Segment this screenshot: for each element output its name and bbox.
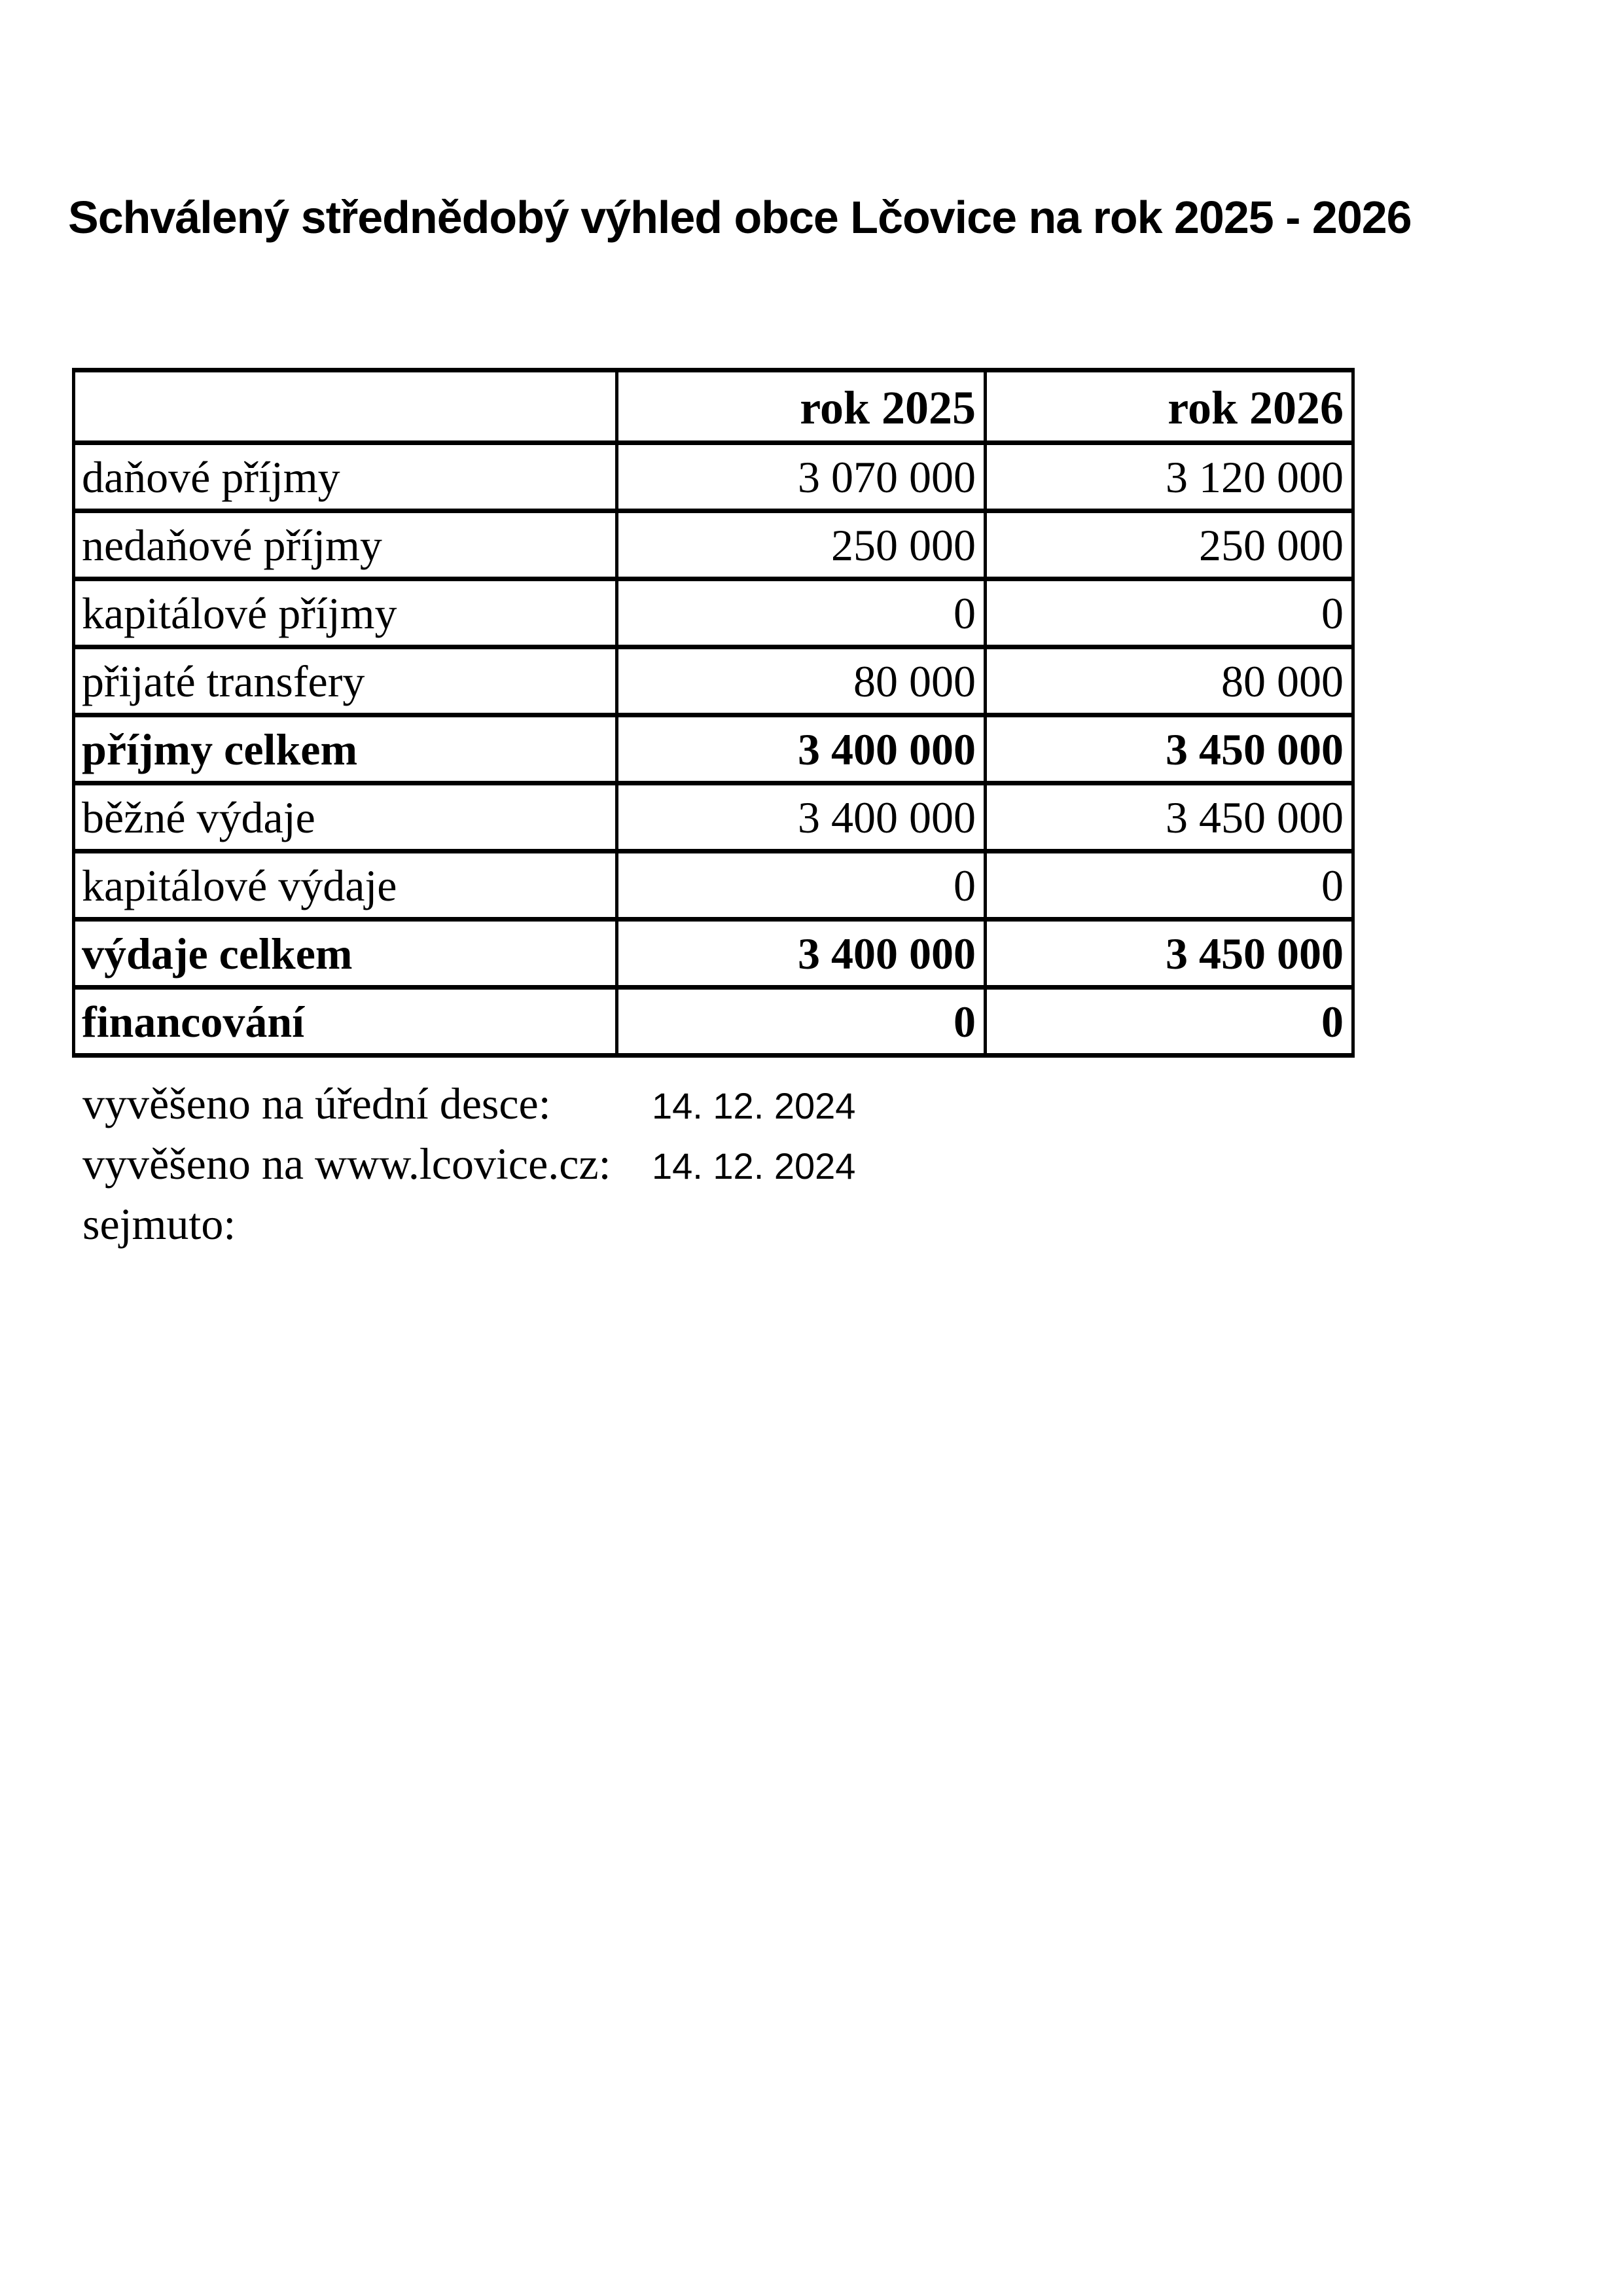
row-value-2026: 80 000: [986, 647, 1353, 715]
row-value-2026: 0: [986, 579, 1353, 647]
column-header-empty: [74, 370, 617, 443]
posted-on-web-label: vyvěšeno na www.lcovice.cz:: [82, 1139, 611, 1189]
row-value-2026: 0: [986, 852, 1353, 920]
table-row-nedanove-prijmy: [74, 511, 1353, 579]
row-label: výdaje celkem: [74, 920, 617, 988]
column-header-rok-2026: rok 2026: [986, 370, 1353, 443]
table-row-kapitalove-prijmy: [74, 579, 1353, 647]
row-label: kapitálové příjmy: [74, 579, 617, 647]
table-row-prijate-transfery: [74, 647, 1353, 715]
row-label: příjmy celkem: [74, 715, 617, 783]
row-label: daňové příjmy: [74, 443, 617, 511]
row-value-2026: 0: [986, 988, 1353, 1056]
posted-on-board-line: [82, 1075, 855, 1135]
row-value-2025: 3 400 000: [617, 715, 986, 783]
row-value-2025: 0: [617, 579, 986, 647]
row-value-2025: 0: [617, 852, 986, 920]
posted-on-web-date: 14. 12. 2024: [652, 1145, 856, 1187]
budget-outlook-table: [72, 368, 1355, 1058]
row-value-2025: 0: [617, 988, 986, 1056]
row-value-2026: 3 450 000: [986, 783, 1353, 852]
posting-info: [82, 1075, 855, 1255]
row-value-2025: 250 000: [617, 511, 986, 579]
removed-line: [82, 1195, 855, 1255]
row-value-2026: 250 000: [986, 511, 1353, 579]
table-row-bezne-vydaje: [74, 783, 1353, 852]
row-label: nedaňové příjmy: [74, 511, 617, 579]
posted-on-web-line: [82, 1135, 855, 1195]
row-label: přijaté transfery: [74, 647, 617, 715]
removed-label: sejmuto:: [82, 1199, 236, 1249]
row-label: běžné výdaje: [74, 783, 617, 852]
row-value-2025: 80 000: [617, 647, 986, 715]
table-row-kapitalove-vydaje: [74, 852, 1353, 920]
table-row-financovani: [74, 988, 1353, 1056]
row-value-2025: 3 400 000: [617, 920, 986, 988]
row-label: financování: [74, 988, 617, 1056]
row-label: kapitálové výdaje: [74, 852, 617, 920]
row-value-2025: 3 070 000: [617, 443, 986, 511]
posted-on-board-label: vyvěšeno na úřední desce:: [82, 1079, 551, 1128]
column-header-rok-2025: rok 2025: [617, 370, 986, 443]
posted-on-board-date: 14. 12. 2024: [652, 1085, 856, 1126]
row-value-2026: 3 450 000: [986, 715, 1353, 783]
table-row-danove-prijmy: [74, 443, 1353, 511]
row-value-2026: 3 450 000: [986, 920, 1353, 988]
table-row-vydaje-celkem: [74, 920, 1353, 988]
table-row-prijmy-celkem: [74, 715, 1353, 783]
row-value-2026: 3 120 000: [986, 443, 1353, 511]
table-header-row: [74, 370, 1353, 443]
row-value-2025: 3 400 000: [617, 783, 986, 852]
page-title: Schválený střednědobý výhled obce Lčovice na rok 2025 - 2026: [68, 192, 1412, 243]
